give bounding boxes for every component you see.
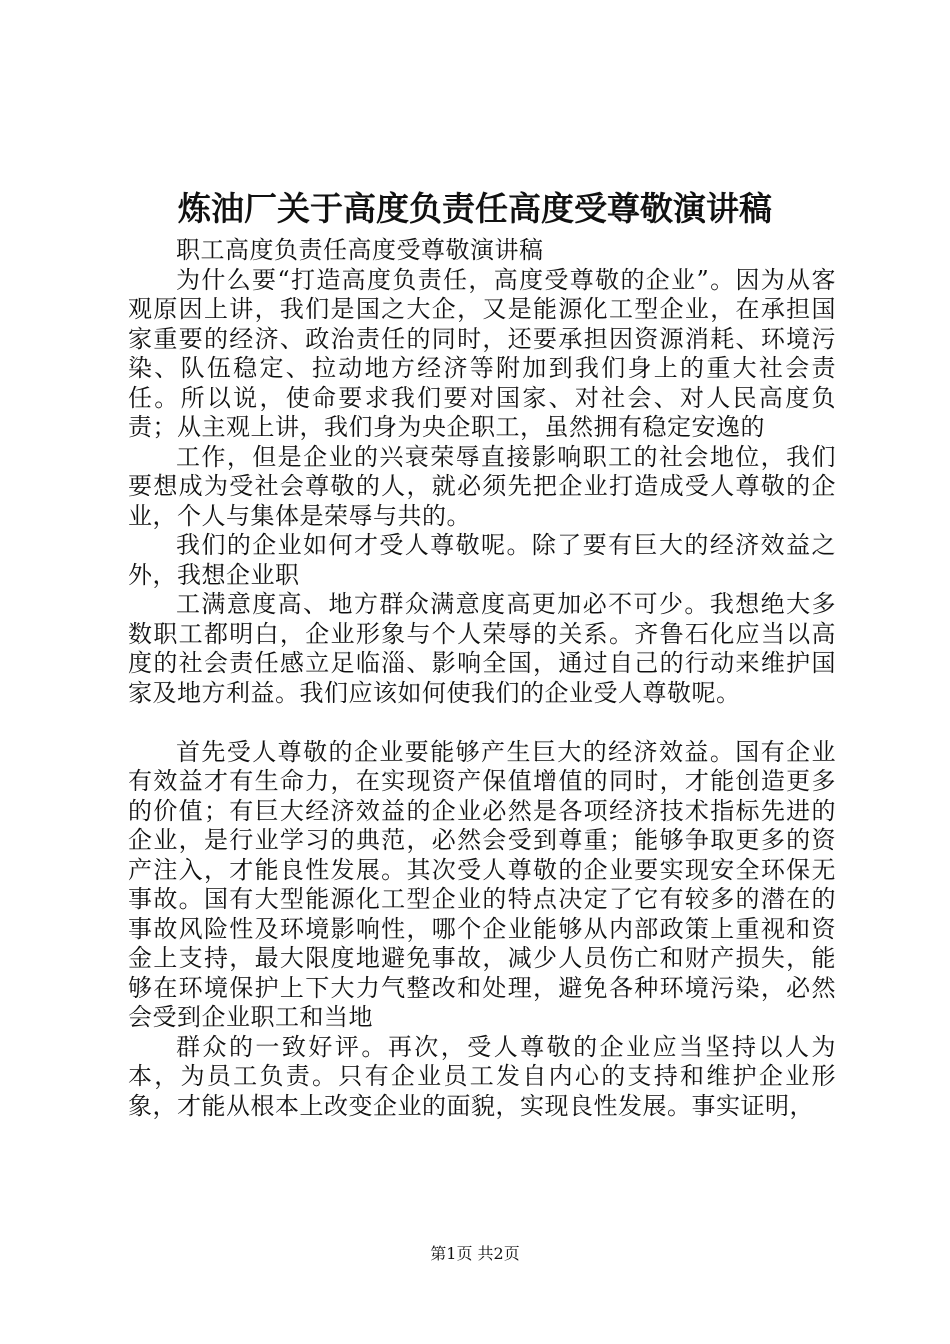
page-indicator: 第1页 共2页 xyxy=(430,1244,520,1263)
body-paragraph: 工满意度高、地方群众满意度高更加必不可少。我想绝大多数职工都明白，企业形象与个人荣辱的关系。齐鲁石化应当以高度的社会责任感立足临淄、影响全国，通过自己的行动来维护国家及地方利益。我们应该如何使我们的企业受人尊敬呢。 xyxy=(128,590,836,707)
document-body xyxy=(128,236,836,1121)
body-paragraph: 为什么要“打造高度负责任，高度受尊敬的企业”。因为从客观原因上讲，我们是国之大企，又是能源化工型企业，在承担国家重要的经济、政治责任的同时，还要承担因资源消耗、环境污染、队伍稳定、拉动地方经济等附加到我们身上的重大社会责任。所以说，使命要求我们要对国家、对社会、对人民高度负责；从主观上讲，我们身为央企职工，虽然拥有稳定安逸的 xyxy=(128,265,836,441)
body-paragraph: 群众的一致好评。再次，受人尊敬的企业应当坚持以人为本，为员工负责。只有企业员工发自内心的支持和维护企业形象，才能从根本上改变企业的面貌，实现良性发展。事实证明， xyxy=(128,1032,836,1120)
page-footer xyxy=(0,1242,950,1266)
document-title: 炼油厂关于高度负责任高度受尊敬演讲稿 xyxy=(178,189,772,228)
body-paragraph: 首先受人尊敬的企业要能够产生巨大的经济效益。国有企业有效益才有生命力，在实现资产保值增值的同时，才能创造更多的价值；有巨大经济效益的企业必然是各项经济技术指标先进的企业，是行业学习的典范，必然会受到尊重；能够争取更多的资产注入，才能良性发展。其次受人尊敬的企业要实现安全环保无事故。国有大型能源化工型企业的特点决定了它有较多的潜在的事故风险性及环境影响性，哪个企业能够从内部政策上重视和资金上支持，最大限度地避免事故，减少人员伤亡和财产损失，能够在环境保护上下大力气整改和处理，避免各种环境污染，必然会受到企业职工和当地 xyxy=(128,737,836,1031)
subtitle-paragraph: 职工高度负责任高度受尊敬演讲稿 xyxy=(176,236,544,264)
body-paragraph: 工作，但是企业的兴衰荣辱直接影响职工的社会地位，我们要想成为受社会尊敬的人，就必须先把企业打造成受人尊敬的企业，个人与集体是荣辱与共的。 xyxy=(128,442,836,530)
body-paragraph: 我们的企业如何才受人尊敬呢。除了要有巨大的经济效益之外，我想企业职 xyxy=(128,531,836,589)
